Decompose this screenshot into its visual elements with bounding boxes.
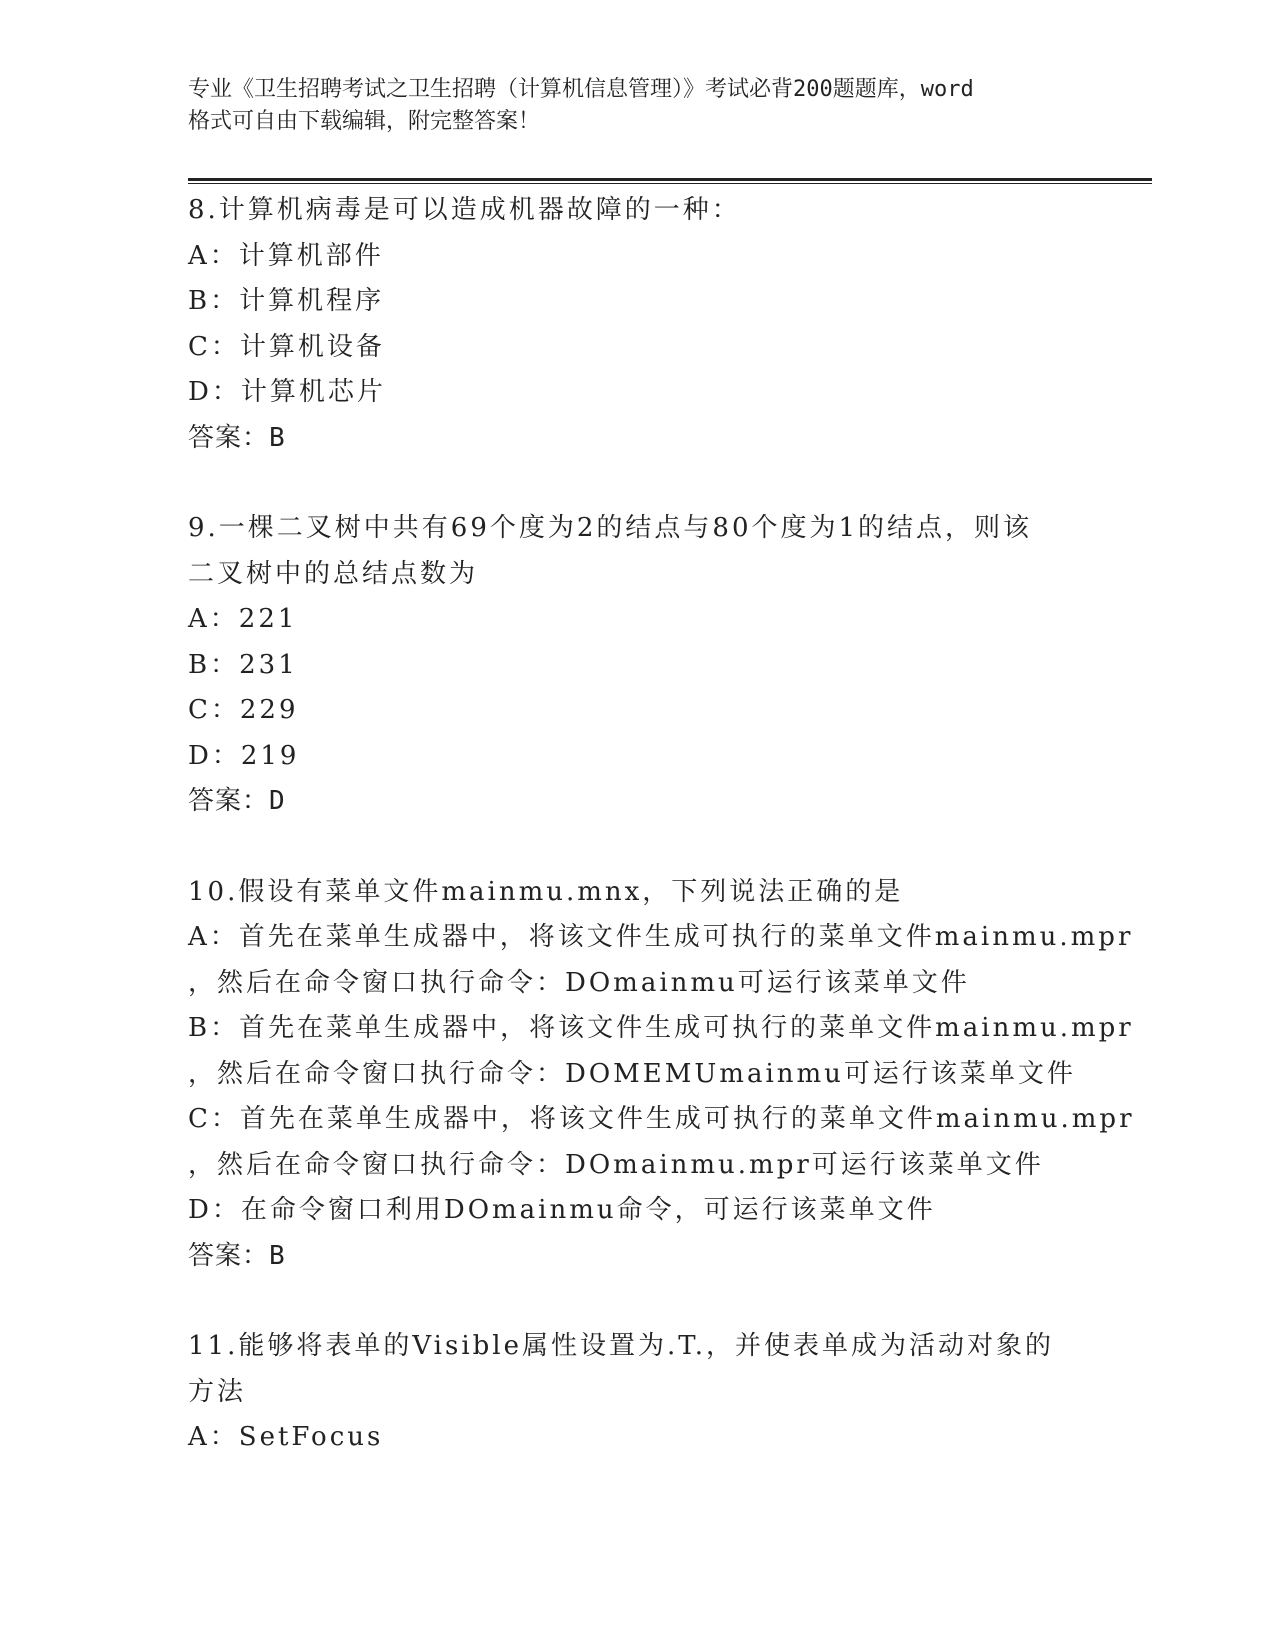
answer: 答案：B [188, 1240, 286, 1271]
option-c: C：229 [188, 695, 299, 725]
option-c: C：计算机设备 [188, 331, 385, 362]
question-8 [188, 188, 1088, 461]
option-d: D：219 [188, 740, 300, 771]
document-header [188, 74, 1088, 138]
question-9 [188, 506, 1088, 825]
answer: 答案：D [188, 786, 286, 816]
question-text: 11.能够将表单的Visible属性设置为.T.，并使表单成为活动对象的 [188, 1331, 1055, 1361]
option-c-cont: ，然后在命令窗口执行命令：DOmainmu.mpr可运行该菜单文件 [188, 1149, 1044, 1180]
answer: 答案：B [188, 422, 286, 453]
question-text: 9.一棵二叉树中共有69个度为2的结点与80个度为1的结点，则该 [188, 513, 1033, 543]
option-a: A：SetFocus [188, 1422, 384, 1452]
question-10 [188, 870, 1135, 1280]
question-text-cont: 方法 [188, 1376, 247, 1407]
header-line-1: 专业《卫生招聘考试之卫生招聘（计算机信息管理）》考试必背200题题库，word [188, 77, 974, 102]
question-text: 8.计算机病毒是可以造成机器故障的一种： [188, 195, 741, 225]
question-text-cont: 二叉树中的总结点数为 [188, 558, 479, 589]
option-a: A：首先在菜单生成器中，将该文件生成可执行的菜单文件mainmu.mpr [188, 922, 1134, 952]
option-d: D：在命令窗口利用DOmainmu命令，可运行该菜单文件 [188, 1195, 936, 1225]
header-line-2: 格式可自由下载编辑，附完整答案！ [188, 109, 541, 134]
option-c: C：首先在菜单生成器中，将该文件生成可执行的菜单文件mainmu.mpr [188, 1104, 1135, 1134]
question-11 [188, 1324, 1088, 1461]
option-b: B：计算机程序 [188, 286, 385, 316]
option-a-cont: ，然后在命令窗口执行命令：DOmainmu可运行该菜单文件 [188, 967, 970, 998]
option-b: B：231 [188, 649, 298, 680]
option-a: A：计算机部件 [188, 240, 384, 271]
option-b: B：首先在菜单生成器中，将该文件生成可执行的菜单文件mainmu.mpr [188, 1013, 1134, 1043]
option-a: A：221 [188, 604, 298, 634]
question-text: 10.假设有菜单文件mainmu.mnx，下列说法正确的是 [188, 876, 904, 907]
option-b-cont: ，然后在命令窗口执行命令：DOMEMUmainmu可运行该菜单文件 [188, 1058, 1076, 1089]
question-list [188, 188, 1135, 1506]
header-rule-thin [188, 183, 1152, 184]
header-rule-thick [188, 178, 1152, 181]
option-d: D：计算机芯片 [188, 377, 386, 407]
